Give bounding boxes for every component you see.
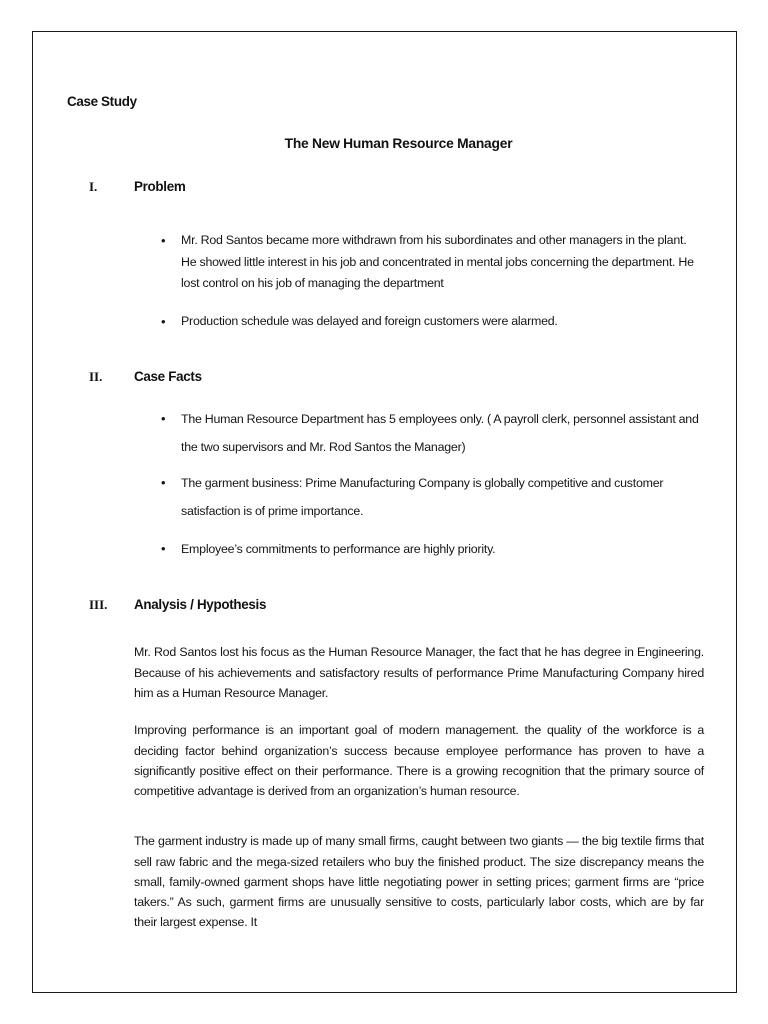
list-item-text: Mr. Rod Santos became more withdrawn from his subordinates and other managers in the plant. He showed little interest in his job and concentrated in mental jobs concerning the department. He lost control on his job of managing the department — [181, 233, 694, 290]
bullet-icon: • — [161, 233, 166, 248]
bullet-icon: • — [161, 411, 166, 426]
list-item-text: The Human Resource Department has 5 employees only. ( A payroll clerk, personnel assistant and the two supervisors and Mr. Rod Santos the Manager) — [181, 412, 699, 454]
page-title: The New Human Resource Manager — [284, 136, 513, 151]
bullet-icon: • — [161, 541, 166, 556]
list-item — [161, 311, 701, 333]
section-numeral-1: I. — [89, 179, 98, 194]
body-paragraph: The garment industry is made up of many small firms, caught between two giants — the big textile firms that sell raw fabric and the mega-sized retailers who buy the finished product. The size discrepancy means the small, family-owned garment shops have little negotiating power in setting prices; garment firms are “price takers.” As such, garment firms are unusually sensitive to costs, particularly labor costs, which are by far their largest expense. It — [134, 834, 704, 930]
section-numeral-3: III. — [89, 597, 108, 612]
section-numeral-2: II. — [89, 369, 103, 384]
document-page — [32, 31, 737, 993]
list-item — [161, 230, 701, 295]
bullet-icon: • — [161, 475, 166, 490]
list-item — [161, 469, 681, 525]
section-label-case-facts: Case Facts — [134, 369, 202, 384]
body-paragraph: Mr. Rod Santos lost his focus as the Human Resource Manager, the fact that he has degree in Engineering. Because of his achievements and satisfactory results of performance Prime Manufacturing Company hired him as a Human Resource Manager. — [134, 645, 704, 700]
list-item — [161, 405, 706, 461]
section-label-problem: Problem — [134, 179, 186, 194]
list-item-text: Employee’s commitments to performance are highly priority. — [181, 542, 496, 556]
list-item — [161, 535, 681, 563]
body-paragraph: Improving performance is an important goal of modern management. the quality of the workforce is a deciding factor behind organization’s success because employee performance has proven to have a significantly positive effect on their performance. There is a growing recognition that the primary source of competitive advantage is derived from an organization’s human resource. — [134, 723, 704, 798]
section-label-analysis: Analysis / Hypothesis — [134, 597, 267, 612]
list-item-text: The garment business: Prime Manufacturing Company is globally competitive and customer satisfaction is of prime importance. — [181, 476, 664, 518]
case-study-label: Case Study — [67, 94, 137, 109]
list-item-text: Production schedule was delayed and foreign customers were alarmed. — [181, 314, 558, 328]
bullet-icon: • — [161, 314, 166, 329]
page-content-area — [33, 32, 736, 992]
